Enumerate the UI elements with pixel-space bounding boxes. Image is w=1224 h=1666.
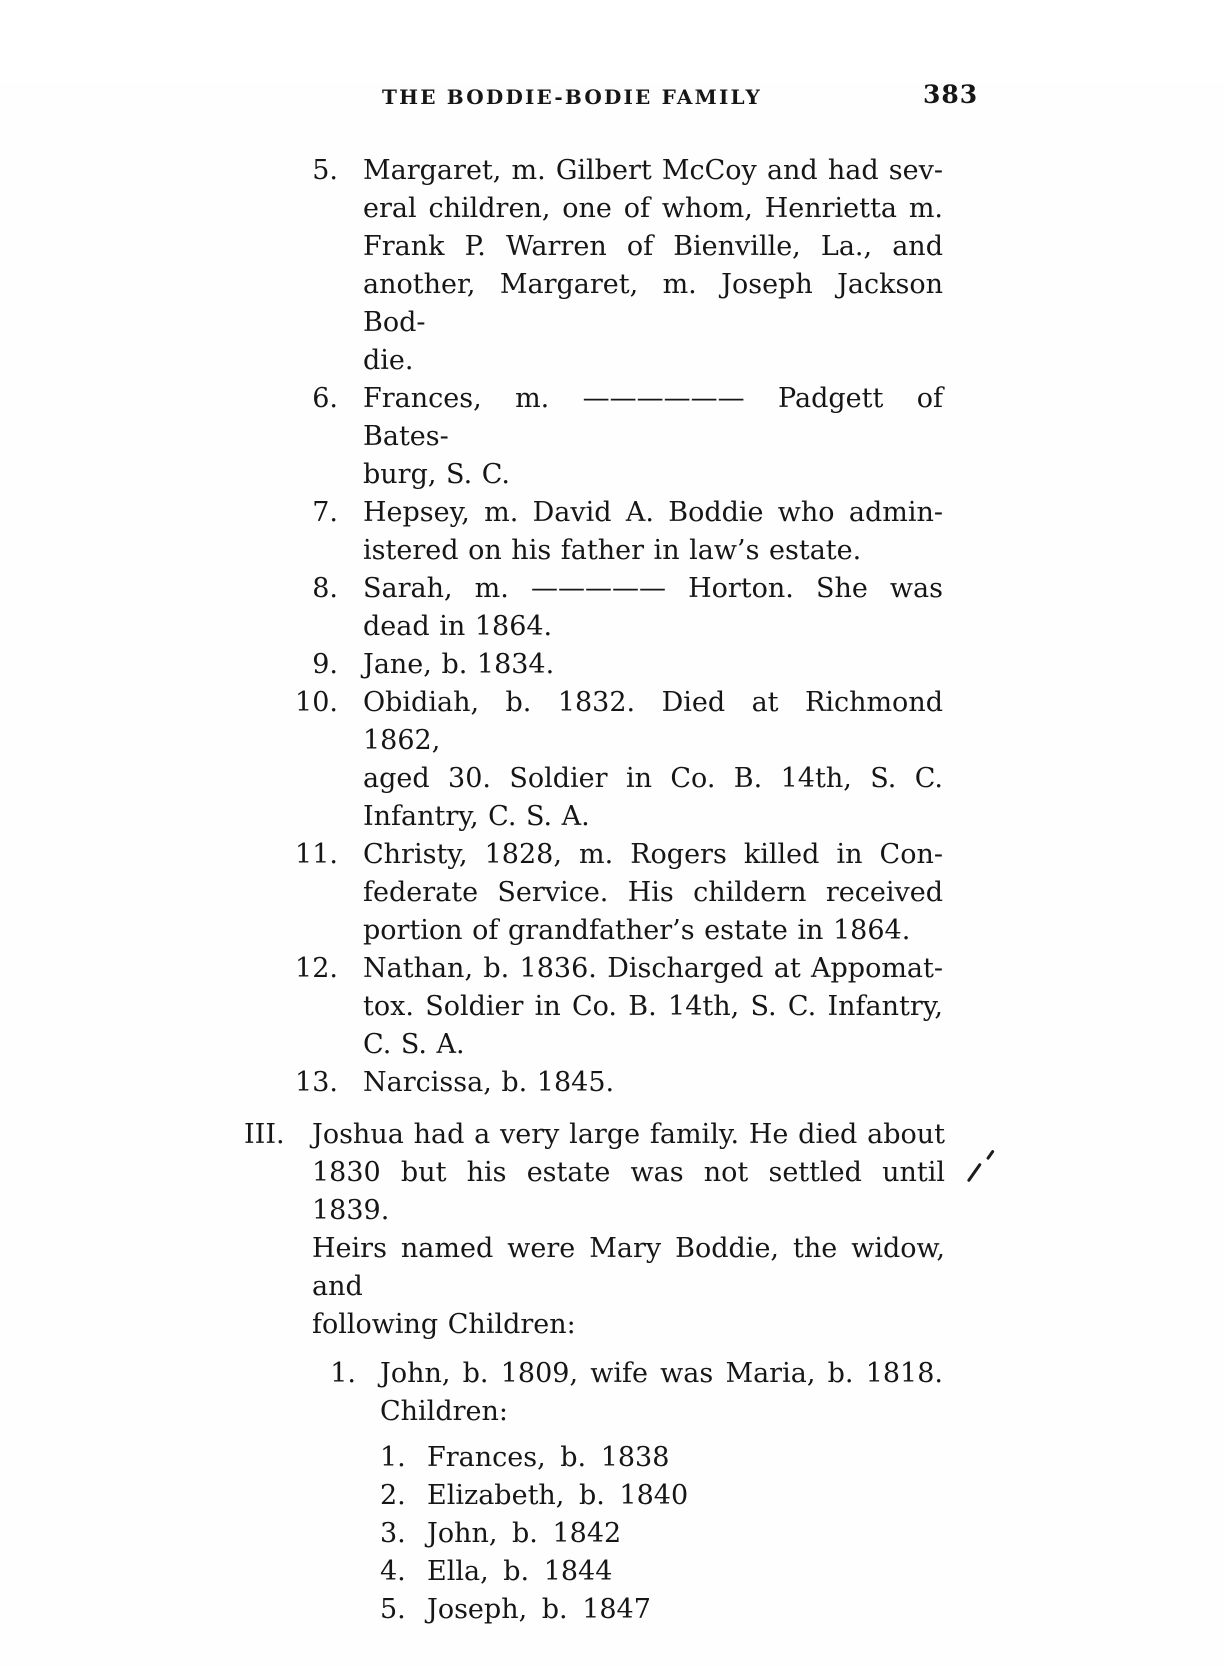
list-item-number: 5. [380,1594,406,1625]
text-line: John, b. 1809, wife was Maria, b. 1818. [380,1358,943,1389]
text-line: Joseph, b. 1847 [427,1594,651,1625]
genealogy-numbered-list [233,152,1224,1102]
list-item-number: 4. [380,1556,406,1587]
text-line: eral children, one of whom, Henrietta m. [363,193,943,224]
list-item-number: 5. [312,155,338,186]
list-item-number: 12. [295,953,338,984]
text-line: Narcissa, b. 1845. [363,1067,615,1098]
text-line: aged 30. Soldier in Co. B. 14th, S. C. [363,763,943,794]
text-line: Sarah, m. ————— Horton. She was [363,573,943,604]
list-item-number: 13. [295,1067,338,1098]
text-line: Frances, b. 1838 [427,1442,670,1473]
list-item-text [427,1439,669,1477]
heir-john-item [244,1355,1224,1431]
list-item-text [427,1553,612,1591]
list-item [233,836,1224,950]
list-item [233,1064,1224,1102]
list-item [244,1355,1224,1431]
text-line: Elizabeth, b. 1840 [427,1480,689,1511]
running-header [0,82,1224,112]
text-line: die. [363,345,414,376]
text-line: John, b. 1842 [427,1518,622,1549]
children-sub-list [380,1439,1224,1629]
list-item-number: 1. [330,1358,356,1389]
list-item [233,950,1224,1064]
list-item-number: 9. [312,649,338,680]
list-item [233,380,1224,494]
list-item-text [427,1477,688,1515]
list-item-number: III. [244,1119,285,1150]
text-line: istered on his father in law’s estate. [363,535,862,566]
text-line: Joshua had a very large family. He died about [312,1119,945,1150]
list-item-number: 2. [380,1480,406,1511]
list-item [233,494,1224,570]
list-item-number: 11. [295,839,338,870]
text-line: following Children: [312,1309,576,1340]
list-item-number: 7. [312,497,338,528]
list-item [380,1477,1224,1515]
list-item-text [363,836,943,950]
text-line: portion of grandfather’s estate in 1864. [363,915,911,946]
list-item [380,1553,1224,1591]
list-item-text [312,1116,945,1344]
page-number: 383 [923,80,979,109]
list-item-number: 6. [312,383,338,414]
list-item-text [427,1591,651,1629]
text-line: 1830 but his estate was not settled until 1839. [312,1157,945,1226]
list-item [380,1439,1224,1477]
list-item-number: 1. [380,1442,406,1473]
text-line: federate Service. His childern received [363,877,943,908]
text-line: Ella, b. 1844 [427,1556,613,1587]
list-item-text [363,494,943,570]
text-line: Christy, 1828, m. Rogers killed in Con- [363,839,943,870]
list-item-text [363,684,943,836]
text-line: C. S. A. [363,1029,465,1060]
text-line: another, Margaret, m. Joseph Jackson Bod- [363,269,943,338]
slash-tick [986,1150,994,1160]
list-item [233,570,1224,646]
text-line: burg, S. C. [363,459,511,490]
text-line: Infantry, C. S. A. [363,801,590,832]
book-page [0,82,1224,1666]
text-line: tox. Soldier in Co. B. 14th, S. C. Infantry, [363,991,943,1022]
handwritten-slash-mark [962,1146,1002,1190]
text-line: Hepsey, m. David A. Boddie who admin- [363,497,943,528]
text-line: Margaret, m. Gilbert McCoy and had sev- [363,155,943,186]
list-item-text [363,950,943,1064]
list-item-number: 8. [312,573,338,604]
text-line: Jane, b. 1834. [363,649,555,680]
list-item [380,1591,1224,1629]
list-item [244,1116,1224,1344]
text-line: Heirs named were Mary Boddie, the widow, and [312,1233,945,1302]
text-line: Frank P. Warren of Bienville, La., and [363,231,943,262]
text-line: Children: [380,1396,508,1427]
list-item [380,1515,1224,1553]
list-item-text [380,1355,943,1431]
list-item-text [363,646,943,684]
section-iii-paragraph [244,1116,1224,1344]
list-item [233,152,1224,380]
running-title: THE BODDIE-BODIE FAMILY [382,85,762,109]
slash-stroke [967,1163,982,1183]
list-item-text [427,1515,621,1553]
text-line: Obidiah, b. 1832. Died at Richmond 1862, [363,687,943,756]
list-item-number: 3. [380,1518,406,1549]
list-item [233,646,1224,684]
list-item-number: 10. [295,687,338,718]
list-item [233,684,1224,836]
list-item-text [363,380,943,494]
list-item-text [363,1064,943,1102]
list-item-text [363,570,943,646]
text-line: dead in 1864. [363,611,553,642]
text-line: Frances, m. —————— Padgett of Bates- [363,383,943,452]
list-item-text [363,152,943,380]
text-line: Nathan, b. 1836. Discharged at Appomat- [363,953,943,984]
